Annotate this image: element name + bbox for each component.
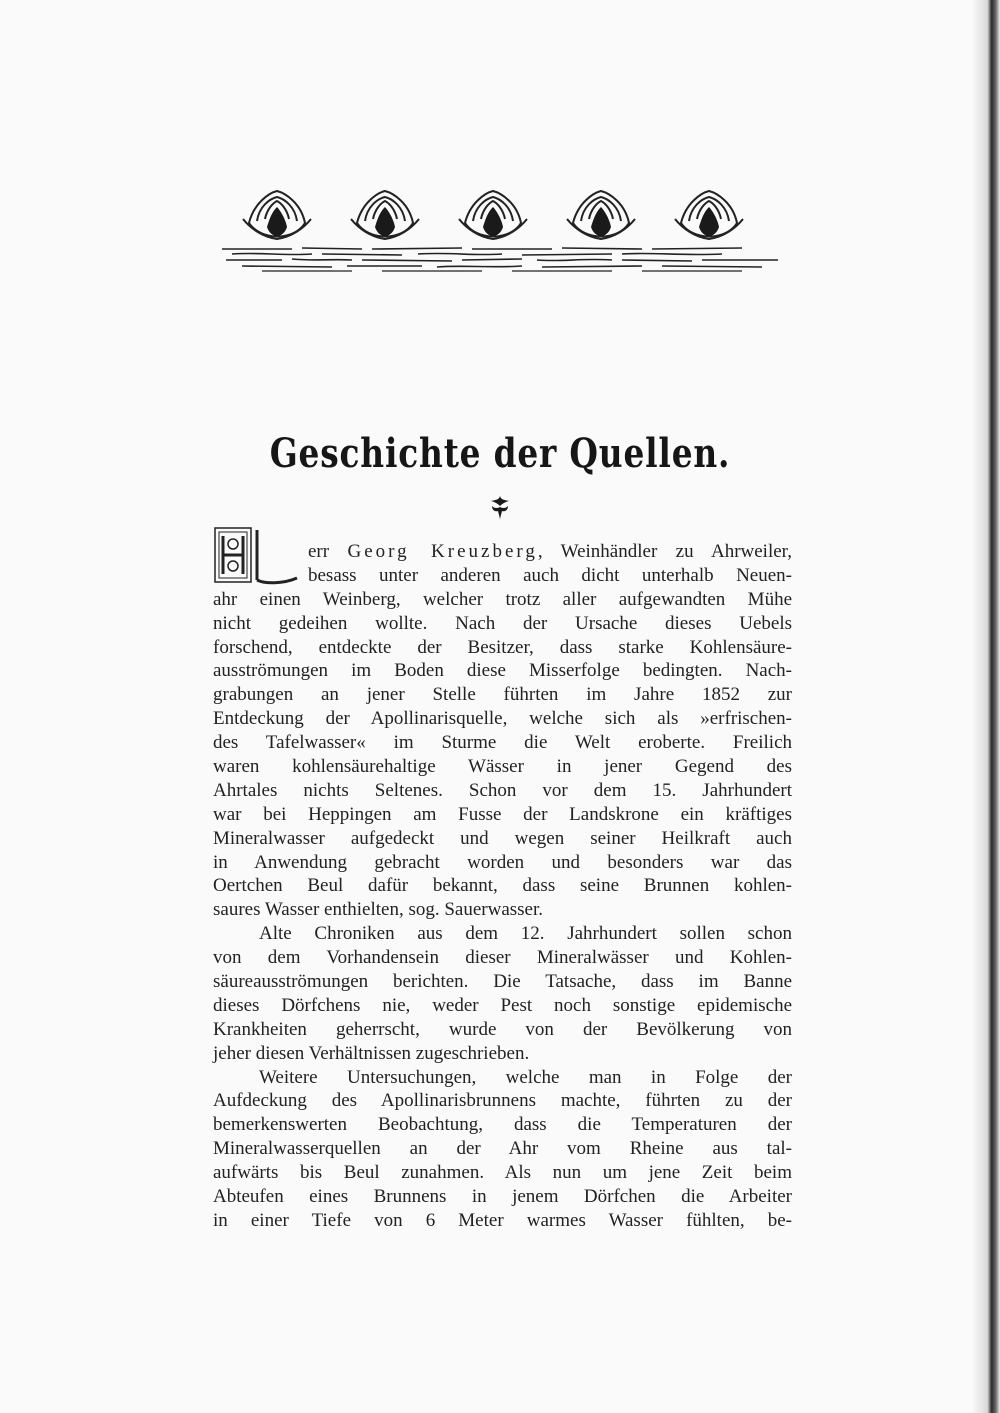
lily-1 bbox=[243, 191, 311, 239]
lily-4 bbox=[567, 191, 635, 239]
text-line: Mineralwasser aufgedeckt und wegen seiner Heilkraft auch bbox=[213, 827, 792, 849]
text-line: ausströmungen im Boden diese Misserfolge bedingten. Nach- bbox=[213, 660, 792, 682]
text-line: Alte Chroniken aus dem 12. Jahrhundert sollen schon bbox=[259, 923, 792, 945]
text-line: jeher diesen Verhältnissen zugeschrieben. bbox=[213, 1042, 530, 1064]
text-line: Mineralwasserquellen an der Ahr vom Rheine aus tal- bbox=[213, 1138, 792, 1160]
lily-3 bbox=[459, 191, 527, 239]
text-line: Weitere Untersuchungen, welche man in Folge der bbox=[259, 1066, 792, 1088]
text-line bbox=[213, 540, 792, 564]
water-lily-row-icon bbox=[222, 183, 778, 273]
text-line: saures Wasser enthielten, sog. Sauerwasser. bbox=[213, 899, 544, 921]
text-line: forschend, entdeckte der Besitzer, dass starke Kohlensäure- bbox=[213, 636, 792, 658]
text-line: war bei Heppingen am Fusse der Landskrone ein kräftiges bbox=[213, 803, 792, 825]
text-line: waren kohlensäurehaltige Wässer in jener Gegend des bbox=[213, 756, 792, 778]
text-line: säureausströmungen berichten. Die Tatsache, dass im Banne bbox=[213, 971, 792, 993]
text-line: nicht gedeihen wollte. Nach der Ursache dieses Uebels bbox=[213, 612, 792, 634]
text-line: in einer Tiefe von 6 Meter warmes Wasser fühlten, be- bbox=[213, 1209, 792, 1231]
text-line: Entdeckung der Apollinarisquelle, welche sich als »erfrischen- bbox=[213, 708, 792, 730]
page-edge-shadow bbox=[972, 0, 1000, 1413]
text-line: ahr einen Weinberg, welcher trotz aller aufgewandten Mühe bbox=[213, 588, 792, 610]
dropcap-h-icon bbox=[213, 526, 301, 588]
text-line: besass unter anderen auch dicht unterhalb Neuen- bbox=[308, 564, 792, 586]
lily-5 bbox=[675, 191, 743, 239]
text-line: von dem Vorhandensein dieser Mineralwässer und Kohlen- bbox=[213, 947, 792, 969]
text-line: grabungen an jener Stelle führten im Jahre 1852 zur bbox=[213, 684, 792, 706]
text-line: Ahrtales nichts Seltenes. Schon vor dem 15. Jahrhundert bbox=[213, 779, 792, 801]
line-segment: , Weinhändler zu Ahrweiler, bbox=[537, 541, 792, 562]
text-line: des Tafelwasser« im Sturme die Welt eroberte. Freilich bbox=[213, 732, 792, 754]
text-line: aufwärts bis Beul zunahmen. Als nun um jene Zeit beim bbox=[213, 1162, 792, 1184]
page-title: Geschichte der Quellen. bbox=[269, 430, 731, 477]
fleuron-icon bbox=[487, 494, 513, 522]
name-spaced: Georg Kreuzberg bbox=[347, 541, 538, 562]
text-line: Aufdeckung des Apollinarisbrunnens machte, führten zu der bbox=[213, 1090, 792, 1112]
text-line: in Anwendung gebracht worden und besonders war das bbox=[213, 851, 792, 873]
text-line: Krankheiten geherrscht, wurde von der Bevölkerung von bbox=[213, 1018, 792, 1040]
water-lines bbox=[222, 248, 778, 271]
text-line: bemerkenswerten Beobachtung, dass die Temperaturen der bbox=[213, 1114, 792, 1136]
line-segment: err bbox=[308, 541, 348, 562]
text-line: Abteufen eines Brunnens in jenem Dörfchen die Arbeiter bbox=[213, 1186, 792, 1208]
text-line: Oertchen Beul dafür bekannt, dass seine Brunnen kohlen- bbox=[213, 875, 792, 897]
body-text bbox=[213, 540, 792, 1233]
text-line: dieses Dörfchens nie, weder Pest noch sonstige epidemische bbox=[213, 994, 792, 1016]
lily-2 bbox=[351, 191, 419, 239]
